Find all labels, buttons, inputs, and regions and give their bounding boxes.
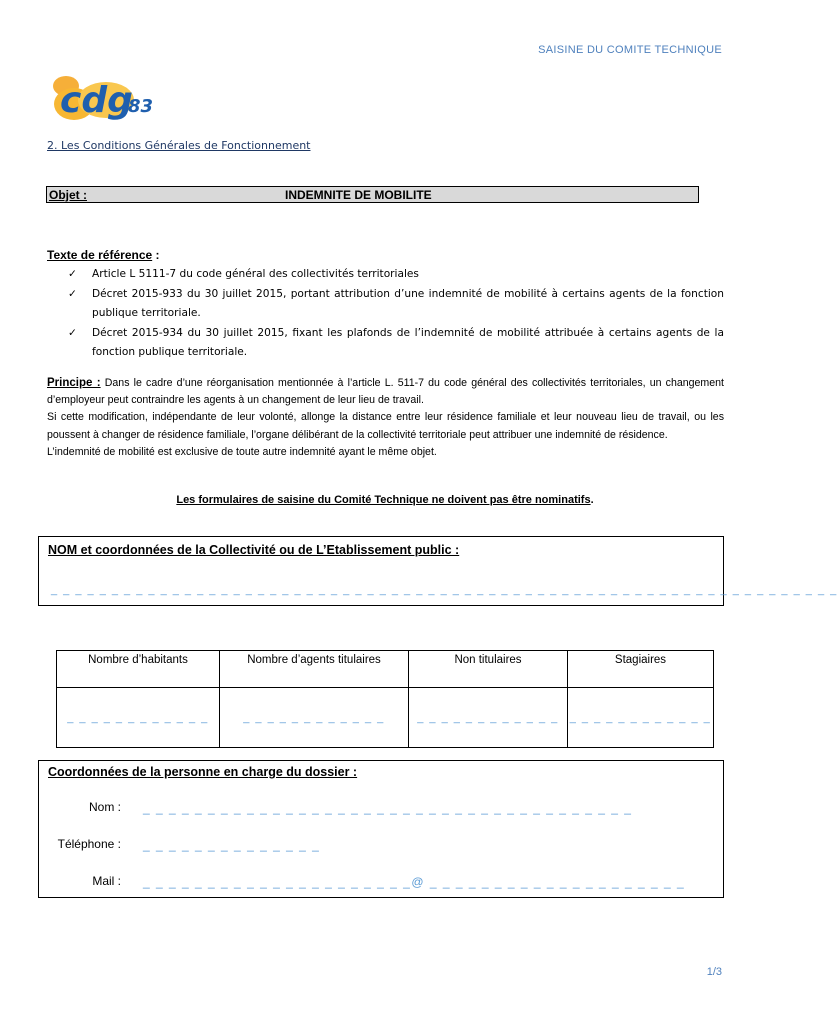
logo-text: cdg [60,80,133,121]
col-titulaires: Nombre d’agents titulaires [220,651,409,688]
principe-paragraph: Principe : Dans le cadre d’une réorganisation mentionnée à l’article L. 511-7 du code général des collectivités territoriales, un changement d’employeur peut contraindre les agents à un changement de leur lieu de travail. Si cette modification, indépendante de leur volonté, allonge la distance entre leur résidence familiale et leur nouveau lieu de travail, ou les poussent à changer de résidence familiale, l’organe délibérant de la collectivité territoriale peut attribuer une indemnité de résidence. L’indemnité de mobilité est exclusive de toute autre indemnité ayant le même objet. [47,377,724,458]
col-habitants: Nombre d’habitants [57,651,220,688]
reference-list [68,265,724,363]
telephone-label: Téléphone : [57,837,121,851]
notice: Les formulaires de saisine du Comité Technique ne doivent pas être nominatifs. [176,494,594,506]
col-stagiaires: Stagiaires [568,651,714,688]
reference-item: ✓ Décret 2015-933 du 30 juillet 2015, portant attribution d’une indemnité de mobilité à certains agents de la fonction publique territoriale. [68,285,724,324]
contact-title: Coordonnées de la personne en charge du dossier : [48,765,358,779]
check-icon: ✓ [68,326,77,339]
objet-value: INDEMNITE DE MOBILITE [285,188,432,202]
titulaires-input[interactable]: _ _ _ _ _ _ _ _ _ _ _ _ [220,688,409,748]
reference-item: ✓ Décret 2015-934 du 30 juillet 2015, fixant les plafonds de l’indemnité de mobilité attribuée à certains agents de la fonction publique territoriale. [68,324,724,363]
non-titulaires-input[interactable]: _ _ _ _ _ _ _ _ _ _ _ _ [409,688,568,748]
principe-label: Principe : [47,377,101,389]
objet-label: Objet : [49,188,87,202]
contact-box [38,760,724,898]
col-non-titulaires: Non titulaires [409,651,568,688]
telephone-input[interactable]: _ _ _ _ _ _ _ _ _ _ _ _ _ _ [143,838,321,852]
header-title: SAISINE DU COMITE TECHNIQUE [538,44,722,56]
page-number: 1/3 [706,966,722,978]
cdg-logo [44,66,156,124]
nom-input[interactable]: _ _ _ _ _ _ _ _ _ _ _ _ _ _ _ _ _ _ _ _ _ _ _ _ _ _ _ _ _ _ _ _ _ _ _ _ _ _ [143,801,633,815]
check-icon: ✓ [68,268,77,280]
nom-label: Nom : [88,800,121,814]
objet-bar [46,186,699,203]
reference-title: Texte de référence : [47,248,160,262]
stats-table [56,650,714,748]
collectivite-title: NOM et coordonnées de la Collectivité ou de L’Etablissement public : [48,543,460,557]
logo-number: 83 [128,96,154,117]
collectivite-input[interactable]: _ _ _ _ _ _ _ _ _ _ _ _ _ _ _ _ _ _ _ _ _ _ _ _ _ _ _ _ _ _ _ _ _ _ _ _ _ _ _ _ _ _ _ _ _ _ _ _ _ _ _ _ _ _ _ _ _ _ _ _ _ _ _ _ _ [51,584,838,596]
mail-input[interactable]: _ _ _ _ _ _ _ _ _ _ _ _ _ _ _ _ _ _ _ _ _@ _ _ _ _ _ _ _ _ _ _ _ _ _ _ _ _ _ _ _ _ [143,875,686,889]
table-header-row [57,651,714,688]
collectivite-box [38,536,838,606]
table-row [57,688,714,748]
stagiaires-input[interactable]: _ _ _ _ _ _ _ _ _ _ _ _ [568,688,714,748]
habitants-input[interactable]: _ _ _ _ _ _ _ _ _ _ _ _ [57,688,220,748]
reference-item: ✓ Article L 5111-7 du code général des collectivités territoriales [68,265,724,285]
section-title: 2. Les Conditions Générales de Fonctionnement [47,139,311,152]
check-icon: ✓ [68,287,77,300]
mail-label: Mail : [92,874,121,888]
